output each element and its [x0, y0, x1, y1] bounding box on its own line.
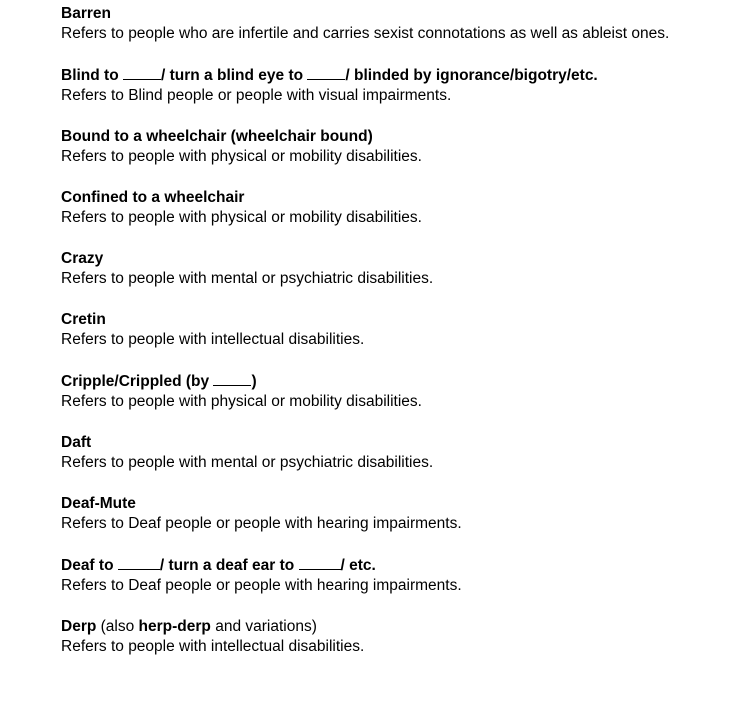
term-part: Blind to: [61, 67, 123, 84]
term-part: / turn a deaf ear to: [159, 557, 299, 574]
term-part: herp-derp: [138, 618, 211, 635]
term-part: / blinded by ignorance/bigotry/etc.: [345, 67, 598, 84]
term-heading: Cretin: [61, 311, 106, 328]
term-definition: Refers to people with physical or mobility disabilities.: [61, 148, 422, 165]
term-definition: Refers to Deaf people or people with hearing impairments.: [61, 515, 462, 532]
glossary-entry-cripple: [61, 371, 721, 412]
term-definition: Refers to people with intellectual disabilities.: [61, 331, 365, 348]
blank-line: [213, 371, 251, 386]
glossary-document: [61, 4, 721, 678]
glossary-entry-confined-to-a-wheelchair: [61, 188, 721, 228]
term-heading: [61, 371, 721, 392]
term-part: / turn a blind eye to: [161, 67, 308, 84]
term-part: Deaf to: [61, 557, 118, 574]
glossary-entry-crazy: [61, 249, 721, 289]
term-heading: [61, 65, 721, 86]
term-part: Cripple/Crippled (by: [61, 373, 214, 390]
term-part-plain: and variations): [210, 618, 317, 635]
term-definition: Refers to people with mental or psychiatric disabilities.: [61, 270, 434, 287]
blank-line: [118, 555, 160, 570]
term-heading: Bound to a wheelchair (wheelchair bound): [61, 128, 373, 145]
term-definition: Refers to people with mental or psychiatric disabilities.: [61, 454, 434, 471]
term-definition: Refers to Deaf people or people with hearing impairments.: [61, 577, 462, 594]
term-definition: Refers to people with physical or mobility disabilities.: [61, 393, 422, 410]
blank-line: [307, 65, 345, 80]
term-heading: Confined to a wheelchair: [61, 189, 245, 206]
glossary-entry-deaf-to: [61, 555, 721, 596]
blank-line: [123, 65, 161, 80]
blank-line: [299, 555, 341, 570]
term-heading: Daft: [61, 434, 92, 451]
term-heading: [61, 617, 721, 637]
term-definition: Refers to people who are infertile and carries sexist connotations as well as ableist ones.: [61, 25, 670, 42]
term-part: / etc.: [340, 557, 376, 574]
glossary-entry-derp: [61, 617, 721, 657]
term-definition: Refers to people with physical or mobility disabilities.: [61, 209, 422, 226]
glossary-entry-cretin: [61, 310, 721, 350]
glossary-entry-daft: [61, 433, 721, 473]
term-heading: Crazy: [61, 250, 104, 267]
glossary-entry-deaf-mute: [61, 494, 721, 534]
term-heading: Deaf-Mute: [61, 495, 136, 512]
term-part-plain: (also: [96, 618, 139, 635]
term-heading: [61, 555, 721, 576]
term-heading: Barren: [61, 5, 111, 22]
term-part: Derp: [61, 618, 97, 635]
glossary-entry-barren: [61, 4, 721, 44]
term-definition: Refers to Blind people or people with visual impairments.: [61, 87, 452, 104]
term-definition: Refers to people with intellectual disabilities.: [61, 638, 365, 655]
glossary-entry-bound-to-a-wheelchair: [61, 127, 721, 167]
term-part: ): [251, 373, 257, 390]
glossary-entry-blind-to: [61, 65, 721, 106]
